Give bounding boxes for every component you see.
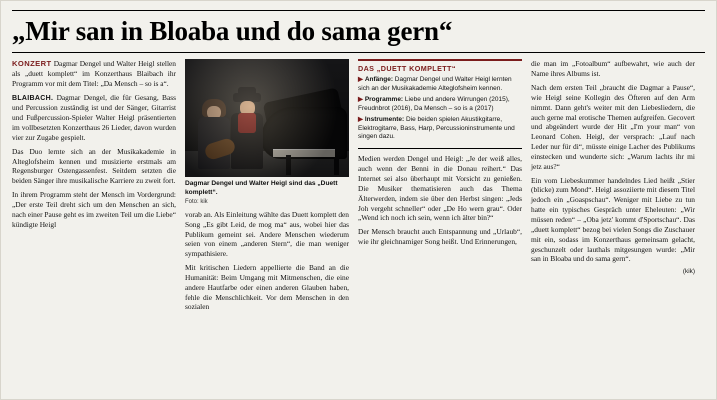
col4-p2: Nach dem ersten Teil „braucht die Dagmar a Pause“, wie Heigl seine Kollegin des Öfteren auf den Arm nimmt. Dann geht's weiter mit den Liebesliedern, die auch gerne mal erotische Themen aufgreifen. Gecovert und abgeändert wurde der Hit „I'm your man“ von Leonard Cohen. Heigl, der versprach: „Lauf nach Leder nur für di“, müsste einige Lacher des Publikums einstecken und wunderte sich: „Warum lachts ihr mi jetz aus?“ (531, 83, 695, 171)
infobox-item-text: Die beiden spielen Akustikgitarre, Elektrogitarre, Bass, Harp, Percussioninstrumente und singen dazu. (358, 116, 515, 140)
infobox (358, 59, 522, 149)
infobox-item-text: Dagmar Dengel und Walter Heigl lernten sich an der Musikakademie Alteglofsheim kennen. (358, 76, 512, 92)
col3-p2: Der Mensch braucht auch Entspannung und „Urlaub“, wie ihr gleichnamiger Song heißt. Und Erinnerungen, (358, 227, 522, 247)
page-title: „Mir san in Bloaba und do sama gern“ (12, 16, 453, 46)
bullet-icon: ▶ (358, 116, 363, 124)
kicker-label: KONZERT (12, 59, 52, 69)
infobox-item-text: Liebe und andere Wirrungen (2015), Freudnbrot (2016), Da Mensch – so is a (2017) (358, 96, 510, 112)
column-2 (185, 59, 349, 316)
col4-p3: Ein vom Liebeskummer handelndes Lied heißt „Stier (blicke) zum Mond“. Heigl assoziierte mit diesem Titel jedoch ein „Goaspschau“. Weniger mit Liebe zu tun hatte ein typisches Gespräch unter Eheleuten: „Wir müssen reden“ – „Oba jetz' kommt d'Sportschau“. Das „duett komplett“ bezog bei vielen Songs die Zuschauer mit ein, sodass im Konzerthaus gemeinsam gelacht, geschunzelt oder lauthals mitgesungen wurde: „Mir san in Bloaba und do sama gern“. (531, 175, 695, 264)
lead-paragraph (12, 59, 176, 89)
infobox-item-label: Instrumente: (364, 116, 405, 124)
col1-p3: In ihrem Programm steht der Mensch im Vordergrund: „Der erste Teil dreht sich um den Menschen an sich, nach einer Pause geht es im zweiten Teil um die Liebe“ kündigte Heigl (12, 190, 176, 229)
lead-text: Dagmar Dengel und Walter Heigl stellen als „duett komplett“ im Konzerthaus Blaibach ihr Programm vor mit dem Titel: „Da Mensch – so is a“. (12, 59, 176, 89)
col1-p1: Dagmar Dengel, die für Gesang, Bass und Percussion zuständig ist und der Sänger, Gitarrist und Fußpercussion-Spieler Walter Heigl präsentierten im vollbesetzten Konzerthaus 26 Lieder, davon wurden vier zur Zugabe gespielt. (12, 93, 176, 142)
headline-divider (12, 52, 705, 53)
author-signature: (kik) (682, 268, 695, 276)
col3-p1: Medien werden Dengel und Heigl: „Je der weiß alles, auch wenn der Benni in die Donau reihert.“ Das Internet sei also überhaupt mit Vorsicht zu genießen. Die Musiker thematisieren auch das Thema Älterwerden, indem sie über den Herbst singen: „Jeds Joh vergeht schneller“ oder „De Ho wern grau“. Oder „Wend ich noch ich sein, wenn ich älter bin?“ (358, 154, 522, 223)
stage-spotlight (185, 59, 349, 177)
bullet-icon: ▶ (358, 96, 363, 104)
body-paragraph (12, 93, 176, 143)
infobox-item-label: Anfänge: (364, 76, 393, 84)
infobox-item-label: Programme: (364, 96, 404, 104)
col1-p2: Das Duo lernte sich an der Musikakademie in Alteglofsheim kennen und musizierte erstmals am Regensburger Ostengassenfest. Seitdem setzten die beiden Sänger ihre musikalische Karriere zu zweit fort. (12, 146, 176, 186)
article-photo-wrap (185, 59, 349, 177)
infobox-title: DAS „DUETT KOMPLETT“ (358, 64, 456, 74)
article-columns (12, 59, 705, 316)
dateline: BLAIBACH. (12, 95, 54, 103)
photo-credit: Foto: kik (185, 198, 208, 205)
column-1 (12, 59, 176, 233)
column-4 (531, 59, 695, 275)
photo-caption: Dagmar Dengel und Walter Heigl sind das „Duett komplett“. (185, 180, 338, 196)
col2-p1: vorab an. Als Einleitung wählte das Duett komplett den Song „Es gibt Leid, de mog ma“ aus, wobei hier das Publikum gemeint sei. Andere Menschen wiederum seien von einem „anderen Stern“, die man weniger sympathisiere. (185, 209, 349, 259)
article-photo (185, 59, 349, 177)
col4-p1: die man im „Fotoalbum“ aufbewahrt, wie auch der Name ihres Albums ist. (531, 59, 695, 79)
col2-p2: Mit kritischen Liedern appellierte die Band an die Humanität: Beim Umgang mit Mitmenschen, die eine andere Hautfarbe oder einen anderen Glauben haben, fehle die Menschlichkeit. Vor dem Menschen in den sozialen (185, 263, 349, 312)
infobox-item (358, 116, 522, 141)
top-divider (12, 10, 705, 11)
infobox-item (358, 76, 522, 93)
infobox-item (358, 96, 522, 113)
bullet-icon: ▶ (358, 76, 363, 84)
column-3 (358, 59, 522, 251)
